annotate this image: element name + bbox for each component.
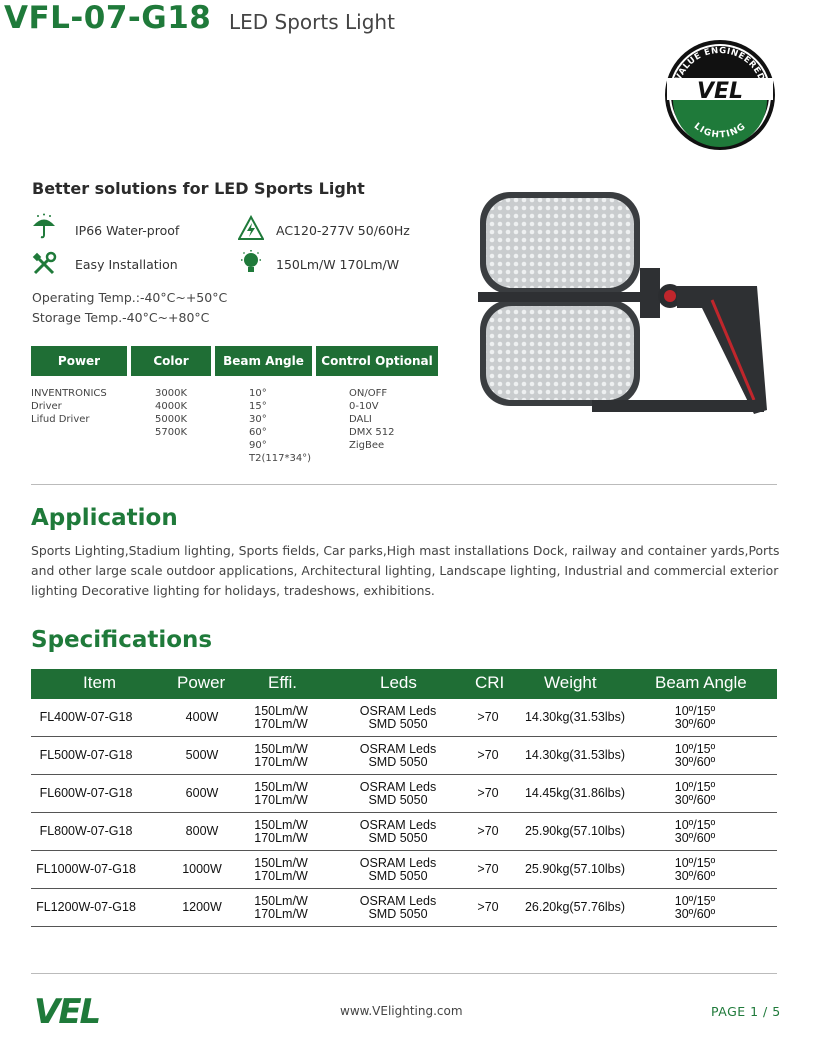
beam-line-2: 30º/60º: [674, 830, 716, 845]
effi-line-2: 170Lm/W: [254, 906, 308, 921]
spec-col-power: Power: [177, 673, 226, 692]
options-control-values: ON/OFF 0-10V DALI DMX 512 ZigBee: [349, 388, 395, 451]
weight-text: 25.90kg(57.10lbs): [524, 824, 626, 838]
beam-line-1: 10º/15º: [674, 741, 716, 756]
bulb-icon: [238, 249, 264, 275]
feature-installation: Easy Installation: [75, 257, 178, 272]
item-text: FL1200W-07-G18: [36, 900, 136, 914]
cell-leds: [353, 775, 443, 812]
lightning-warning-icon: [238, 215, 264, 241]
cell-effi: [245, 813, 317, 850]
beam-line-2: 30º/60º: [674, 868, 716, 883]
beam-line-1: 10º/15º: [674, 893, 716, 908]
application-text: Sports Lighting,Stadium lighting, Sports fields, Car parks,High mast installations Dock, railway and container yards,Ports and other large scale outdoor applications, Architectural lighting, Landscape lighting, Industrial and commercial exterior lighting Decorative lighting for holidays, tradeshows, exhibitions.: [31, 543, 780, 598]
options-beam-values: 10° 15° 30° 60° 90° T2(117*34°): [249, 388, 312, 464]
leds-line-1: OSRAM Leds: [359, 741, 437, 756]
effi-line-1: 150Lm/W: [254, 741, 308, 756]
beam-line-1: 10º/15º: [674, 817, 716, 832]
cell-weight: [513, 775, 637, 812]
cell-weight: [513, 699, 637, 736]
power-text: 1000W: [182, 862, 222, 876]
cell-cri: [469, 775, 507, 812]
leds-line-1: OSRAM Leds: [359, 855, 437, 870]
options-color-values: 3000K 4000K 5000K 5700K: [155, 388, 188, 438]
leds-line-1: OSRAM Leds: [359, 703, 437, 718]
spec-col-cri: CRI: [475, 673, 505, 692]
weight-text: 14.30kg(31.53lbs): [524, 710, 626, 724]
cell-beam: [657, 775, 733, 812]
badge-bottom-text: LIGHTING: [691, 121, 749, 141]
cell-power: [171, 813, 233, 850]
effi-line-2: 170Lm/W: [254, 754, 308, 769]
model-code: VFL-07-G18: [4, 0, 212, 36]
spec-table-header: [31, 669, 777, 699]
cell-effi: [245, 699, 317, 736]
item-text: FL600W-07-G18: [39, 786, 133, 800]
cell-beam: [657, 737, 733, 774]
divider: [31, 484, 777, 485]
cell-weight: [513, 737, 637, 774]
options-header-power: Power: [31, 346, 127, 376]
spec-col-beam: Beam Angle: [655, 673, 747, 692]
badge-mark: VEL: [696, 79, 744, 104]
leds-line-2: SMD 5050: [368, 906, 428, 921]
cell-cri: [469, 889, 507, 926]
cell-effi: [245, 851, 317, 888]
product-type: LED Sports Light: [229, 10, 395, 34]
power-text: 400W: [185, 710, 219, 724]
effi-line-1: 150Lm/W: [254, 893, 308, 908]
table-row: [31, 851, 777, 889]
table-row: [31, 889, 777, 927]
cell-leds: [353, 889, 443, 926]
leds-line-2: SMD 5050: [368, 716, 428, 731]
effi-line-1: 150Lm/W: [254, 703, 308, 718]
weight-text: 14.30kg(31.53lbs): [524, 748, 626, 762]
effi-line-1: 150Lm/W: [254, 817, 308, 832]
effi-line-2: 170Lm/W: [254, 868, 308, 883]
item-text: FL400W-07-G18: [39, 710, 133, 724]
options-power-values: INVENTRONICS Driver Lifud Driver: [31, 388, 107, 425]
cri-text: >70: [477, 710, 499, 724]
cell-cri: [469, 699, 507, 736]
leds-line-1: OSRAM Leds: [359, 817, 437, 832]
footer-divider: [31, 973, 777, 974]
cell-beam: [657, 699, 733, 736]
specifications-heading: Specifications: [31, 627, 213, 653]
beam-line-2: 30º/60º: [674, 792, 716, 807]
power-text: 600W: [185, 786, 219, 800]
cell-power: [171, 889, 233, 926]
footer-vel-logo: [32, 991, 112, 1029]
beam-line-2: 30º/60º: [674, 906, 716, 921]
feature-waterproof: IP66 Water-proof: [75, 223, 180, 238]
feature-voltage: AC120-277V 50/60Hz: [276, 223, 410, 238]
beam-line-1: 10º/15º: [674, 703, 716, 718]
leds-line-2: SMD 5050: [368, 754, 428, 769]
page-number: PAGE 1 / 5: [711, 1004, 781, 1019]
cell-weight: [513, 851, 637, 888]
weight-text: 25.90kg(57.10lbs): [524, 862, 626, 876]
spec-col-item: Item: [83, 673, 117, 692]
effi-line-2: 170Lm/W: [254, 716, 308, 731]
table-row: [31, 775, 777, 813]
spec-col-effi: Effi.: [268, 673, 297, 692]
cell-effi: [245, 775, 317, 812]
spec-col-leds: Leds: [380, 673, 417, 692]
specifications-table: [31, 669, 777, 927]
cell-leds: [353, 737, 443, 774]
effi-line-1: 150Lm/W: [254, 855, 308, 870]
application-heading: Application: [31, 505, 178, 531]
cell-weight: [513, 889, 637, 926]
item-text: FL1000W-07-G18: [36, 862, 136, 876]
weight-text: 26.20kg(57.76lbs): [524, 900, 626, 914]
feature-efficacy: 150Lm/W 170Lm/W: [276, 257, 400, 272]
table-row: [31, 813, 777, 851]
item-text: FL800W-07-G18: [39, 824, 133, 838]
table-row: [31, 699, 777, 737]
cell-item: [31, 813, 141, 850]
options-header-color: Color: [131, 346, 211, 376]
cell-beam: [657, 889, 733, 926]
footer-url[interactable]: www.VElighting.com: [340, 1004, 463, 1018]
item-text: FL500W-07-G18: [39, 748, 133, 762]
power-text: 500W: [185, 748, 219, 762]
cell-power: [171, 737, 233, 774]
effi-line-2: 170Lm/W: [254, 830, 308, 845]
cell-item: [31, 851, 141, 888]
options-header-control: Control Optional: [316, 346, 438, 376]
cell-effi: [245, 889, 317, 926]
table-row: [31, 737, 777, 775]
tools-icon: [31, 251, 57, 277]
cri-text: >70: [477, 748, 499, 762]
cell-item: [31, 775, 141, 812]
cell-item: [31, 889, 141, 926]
vel-logo-badge: [663, 38, 777, 152]
cell-leds: [353, 699, 443, 736]
cell-cri: [469, 737, 507, 774]
leds-line-1: OSRAM Leds: [359, 779, 437, 794]
beam-line-1: 10º/15º: [674, 779, 716, 794]
cell-leds: [353, 851, 443, 888]
leds-line-2: SMD 5050: [368, 868, 428, 883]
cell-item: [31, 737, 141, 774]
cell-power: [171, 699, 233, 736]
effi-line-1: 150Lm/W: [254, 779, 308, 794]
power-text: 1200W: [182, 900, 222, 914]
beam-line-2: 30º/60º: [674, 716, 716, 731]
operating-temp: Operating Temp.:-40°C~+50°C: [32, 290, 228, 305]
cri-text: >70: [477, 862, 499, 876]
leds-line-2: SMD 5050: [368, 830, 428, 845]
cell-item: [31, 699, 141, 736]
leds-line-2: SMD 5050: [368, 792, 428, 807]
umbrella-rain-icon: [31, 213, 57, 239]
cell-beam: [657, 851, 733, 888]
cell-weight: [513, 813, 637, 850]
spec-col-weight: Weight: [544, 673, 597, 692]
product-image: [472, 188, 782, 428]
cell-leds: [353, 813, 443, 850]
options-header-beam: Beam Angle: [215, 346, 312, 376]
beam-line-1: 10º/15º: [674, 855, 716, 870]
cell-beam: [657, 813, 733, 850]
storage-temp: Storage Temp.-40°C~+80°C: [32, 310, 210, 325]
tagline: Better solutions for LED Sports Light: [32, 179, 365, 198]
power-text: 800W: [185, 824, 219, 838]
cri-text: >70: [477, 900, 499, 914]
cell-cri: [469, 851, 507, 888]
badge-top-text: VALUE ENGINEERED: [673, 45, 767, 83]
leds-line-1: OSRAM Leds: [359, 893, 437, 908]
cri-text: >70: [477, 786, 499, 800]
cell-effi: [245, 737, 317, 774]
effi-line-2: 170Lm/W: [254, 792, 308, 807]
cell-power: [171, 775, 233, 812]
cell-power: [171, 851, 233, 888]
cell-cri: [469, 813, 507, 850]
cri-text: >70: [477, 824, 499, 838]
beam-line-2: 30º/60º: [674, 754, 716, 769]
footer-logo-text: VEL: [34, 992, 100, 1029]
weight-text: 14.45kg(31.86lbs): [524, 786, 626, 800]
